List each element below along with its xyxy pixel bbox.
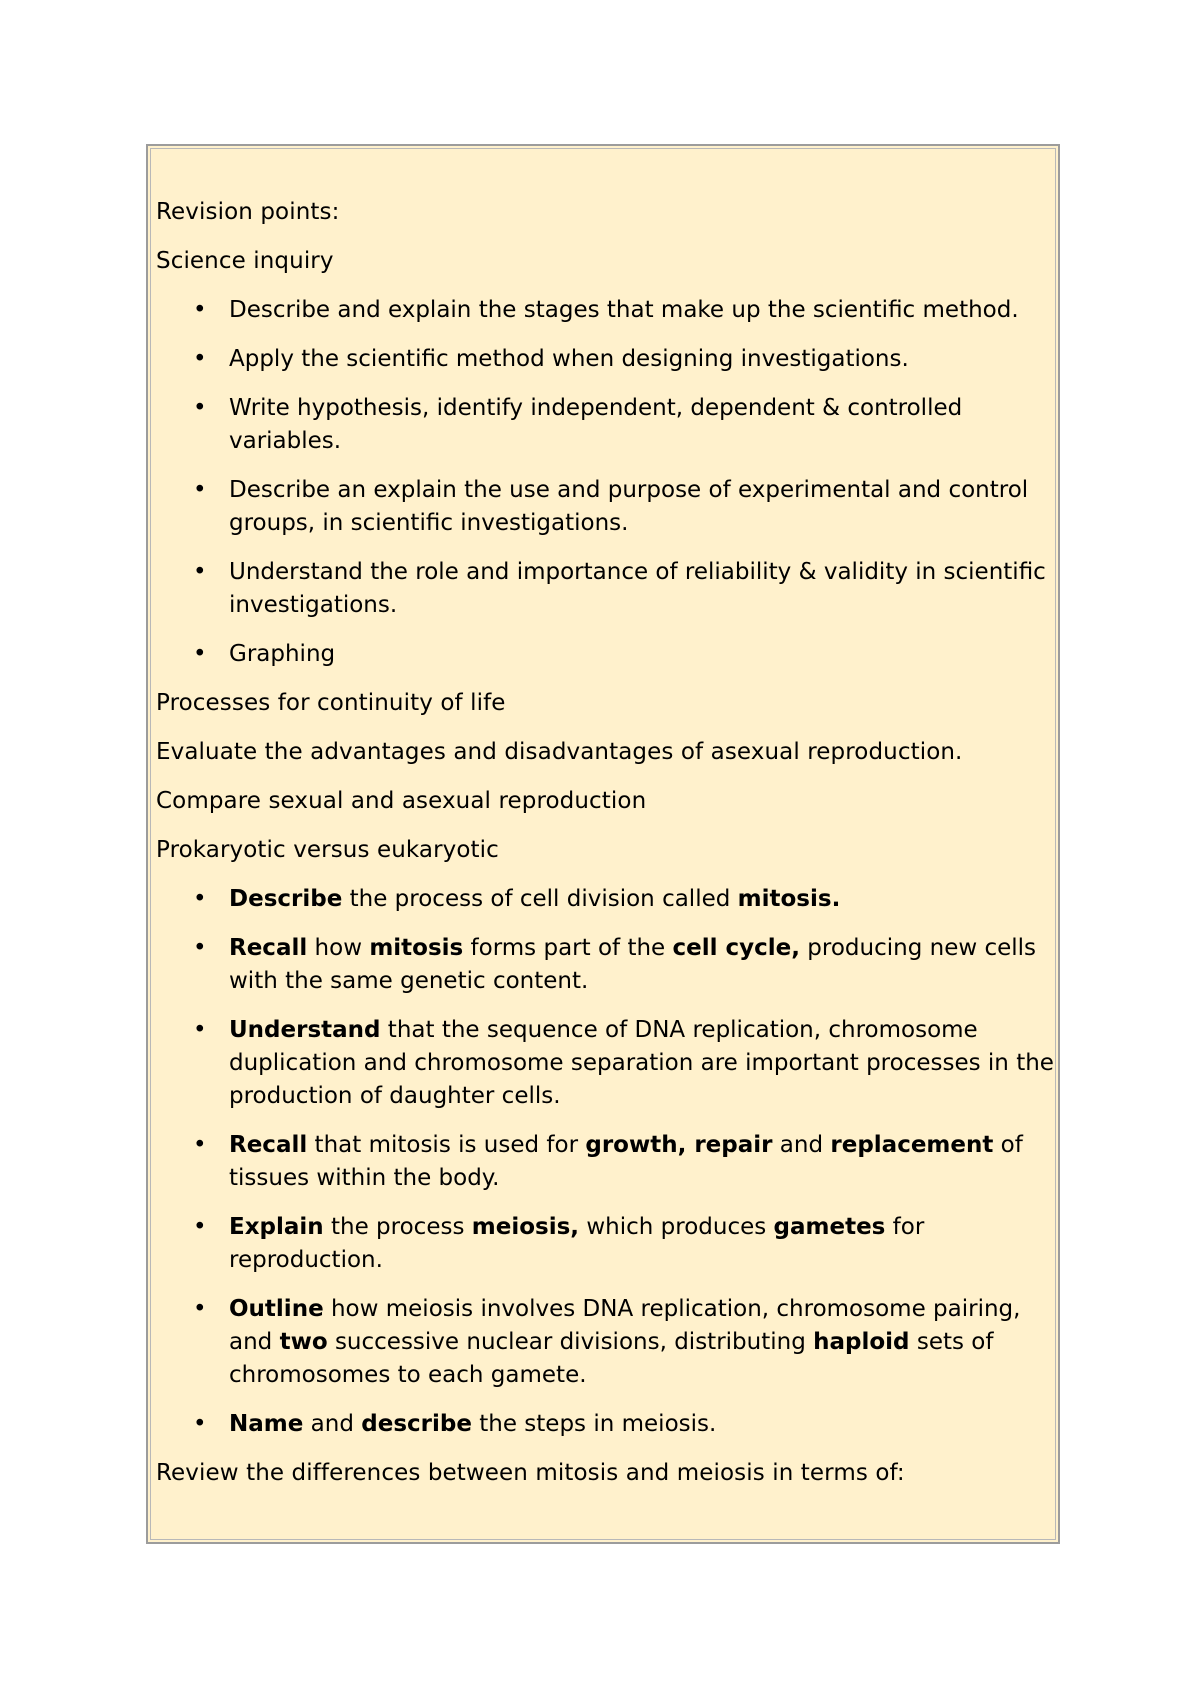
bold-term: two — [279, 1329, 328, 1355]
list-item: • Explain the process meiosis, which produces gametes for reproduction. — [156, 1211, 1058, 1277]
bold-term: Recall — [229, 935, 308, 961]
bullet-icon: • — [193, 1214, 207, 1240]
bold-term: Name — [229, 1411, 304, 1437]
cell-division-list — [156, 883, 1058, 1441]
list-item: • Write hypothesis, identify independent, dependent & controlled variables. — [156, 392, 1058, 458]
revision-box — [146, 144, 1060, 1544]
bullet-icon: • — [193, 346, 207, 372]
bullet-icon: • — [193, 559, 207, 585]
bold-term: mitosis. — [737, 886, 841, 912]
bold-term: Explain — [229, 1214, 324, 1240]
list-item: • Apply the scientific method when designing investigations. — [156, 343, 1058, 376]
bold-term: Recall — [229, 1132, 308, 1158]
bold-term: describe — [361, 1411, 472, 1437]
list-item: • Recall how mitosis forms part of the cell cycle, producing new cells with the same genetic content. — [156, 932, 1058, 998]
science-inquiry-heading: Science inquiry — [156, 248, 334, 274]
bold-term: growth, repair — [585, 1132, 773, 1158]
bold-term: haploid — [813, 1329, 910, 1355]
bullet-icon: • — [193, 641, 207, 667]
list-item: • Outline how meiosis involves DNA replication, chromosome pairing, and two successive nuclear divisions, distributing haploid sets of chromosomes to each gamete. — [156, 1293, 1058, 1392]
bold-term: Understand — [229, 1017, 381, 1043]
list-item: • Understand the role and importance of reliability & validity in scientific investigations. — [156, 556, 1058, 622]
bold-term: cell cycle, — [672, 935, 800, 961]
bullet-icon: • — [193, 1296, 207, 1322]
list-item: • Describe an explain the use and purpose of experimental and control groups, in scientific investigations. — [156, 474, 1058, 540]
bullet-icon: • — [193, 1017, 207, 1043]
list-item: • Describe the process of cell division called mitosis. — [156, 883, 1058, 916]
bold-term: mitosis — [369, 935, 464, 961]
bullet-icon: • — [193, 1411, 207, 1437]
bullet-icon: • — [193, 477, 207, 503]
bold-term: Describe — [229, 886, 343, 912]
bold-term: replacement — [830, 1132, 994, 1158]
bold-term: meiosis, — [471, 1214, 580, 1240]
bullet-icon: • — [193, 886, 207, 912]
continuity-line: Evaluate the advantages and disadvantages of asexual reproduction. — [156, 739, 963, 765]
bullet-icon: • — [193, 395, 207, 421]
list-item: • Name and describe the steps in meiosis. — [156, 1408, 1058, 1441]
bold-term: gametes — [773, 1214, 886, 1240]
list-item: • Describe and explain the stages that make up the scientific method. — [156, 294, 1058, 327]
science-inquiry-list — [156, 294, 1058, 671]
continuity-heading: Processes for continuity of life — [156, 690, 506, 716]
list-item: • Graphing — [156, 638, 1058, 671]
continuity-line: Compare sexual and asexual reproduction — [156, 788, 647, 814]
list-item: • Understand that the sequence of DNA replication, chromosome duplication and chromosome separation are important processes in the production of daughter cells. — [156, 1014, 1058, 1113]
bullet-icon: • — [193, 935, 207, 961]
continuity-line: Prokaryotic versus eukaryotic — [156, 837, 499, 863]
bullet-icon: • — [193, 297, 207, 323]
bullet-icon: • — [193, 1132, 207, 1158]
intro-text: Revision points: — [156, 199, 340, 225]
bold-term: Outline — [229, 1296, 324, 1322]
list-item: • Recall that mitosis is used for growth, repair and replacement of tissues within the body. — [156, 1129, 1058, 1195]
review-text: Review the differences between mitosis and meiosis in terms of: — [156, 1460, 905, 1486]
